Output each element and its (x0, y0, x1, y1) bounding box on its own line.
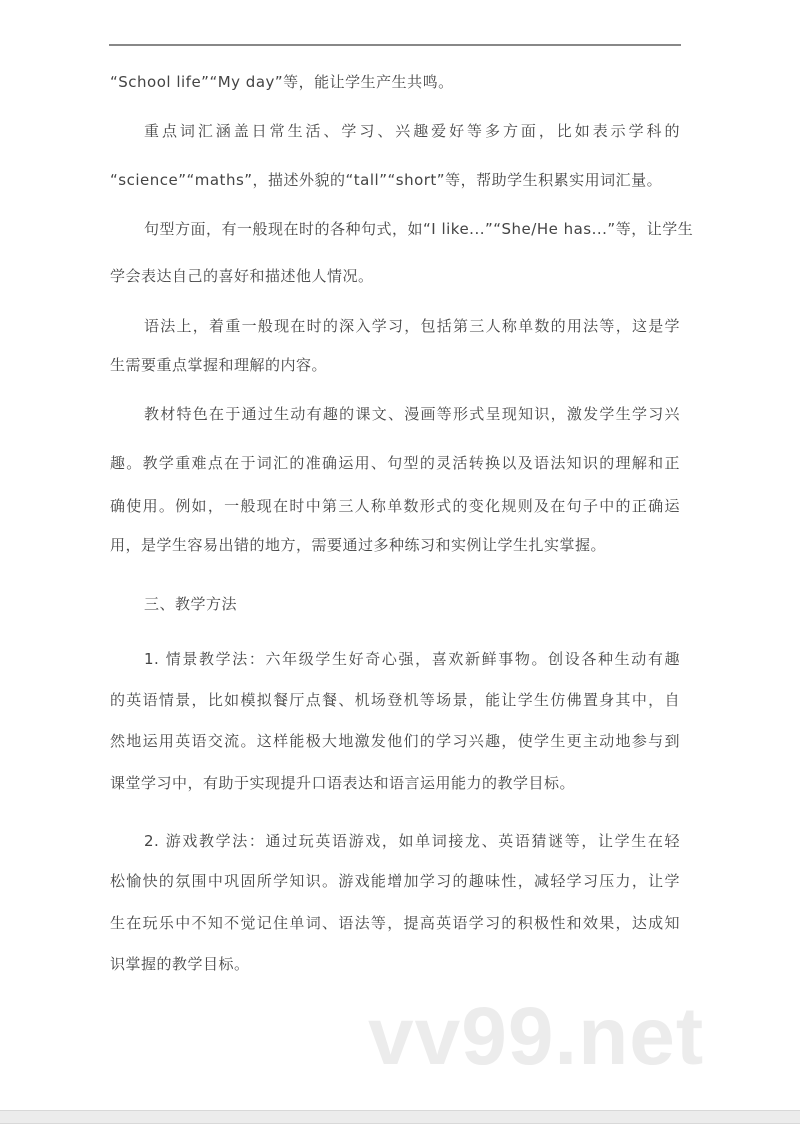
text-line: 生需要重点掌握和理解的内容。 (110, 356, 328, 374)
text-line: 然地运用英语交流。这样能极大地激发他们的学习兴趣，使学生更主动地参与到 (110, 732, 680, 750)
text-line: 语法上，着重一般现在时的深入学习，包括第三人称单数的用法等，这是学 (144, 317, 680, 335)
section-heading: 三、教学方法 (144, 595, 238, 613)
text-line: 1. 情景教学法：六年级学生好奇心强，喜欢新鲜事物。创设各种生动有趣 (144, 650, 680, 668)
text-line: 教材特色在于通过生动有趣的课文、漫画等形式呈现知识，激发学生学习兴 (144, 405, 680, 423)
text-line: 2. 游戏教学法：通过玩英语游戏，如单词接龙、英语猜谜等，让学生在轻 (144, 832, 680, 850)
text-line: 学会表达自己的喜好和描述他人情况。 (110, 267, 374, 285)
text-line: 重点词汇涵盖日常生活、学习、兴趣爱好等多方面，比如表示学科的 (144, 122, 680, 140)
watermark: vv99.net (368, 991, 705, 1082)
text-line: 确使用。例如，一般现在时中第三人称单数形式的变化规则及在句子中的正确运 (110, 497, 680, 515)
page-bottom-bar (0, 1110, 800, 1124)
text-line: 用，是学生容易出错的地方，需要通过多种练习和实例让学生扎实掌握。 (110, 536, 607, 554)
text-line: “science”“maths”，描述外貌的“tall”“short”等，帮助学生积累实用词汇量。 (110, 171, 663, 189)
text-line: 的英语情景，比如模拟餐厅点餐、机场登机等场景，能让学生仿佛置身其中，自 (110, 691, 680, 709)
text-line: “School life”“My day”等，能让学生产生共鸣。 (110, 73, 454, 91)
text-line: 趣。教学重难点在于词汇的准确运用、句型的灵活转换以及语法知识的理解和正 (110, 454, 680, 472)
text-line: 句型方面，有一般现在时的各种句式，如“I like...”“She/He has...”等，让学生 (144, 220, 694, 238)
header-rule (109, 44, 681, 46)
text-line: 识掌握的教学目标。 (110, 955, 250, 973)
text-line: 松愉快的氛围中巩固所学知识。游戏能增加学习的趣味性，减轻学习压力，让学 (110, 872, 680, 890)
text-line: 生在玩乐中不知不觉记住单词、语法等，提高英语学习的积极性和效果，达成知 (110, 914, 680, 932)
text-line: 课堂学习中，有助于实现提升口语表达和语言运用能力的教学目标。 (110, 774, 576, 792)
